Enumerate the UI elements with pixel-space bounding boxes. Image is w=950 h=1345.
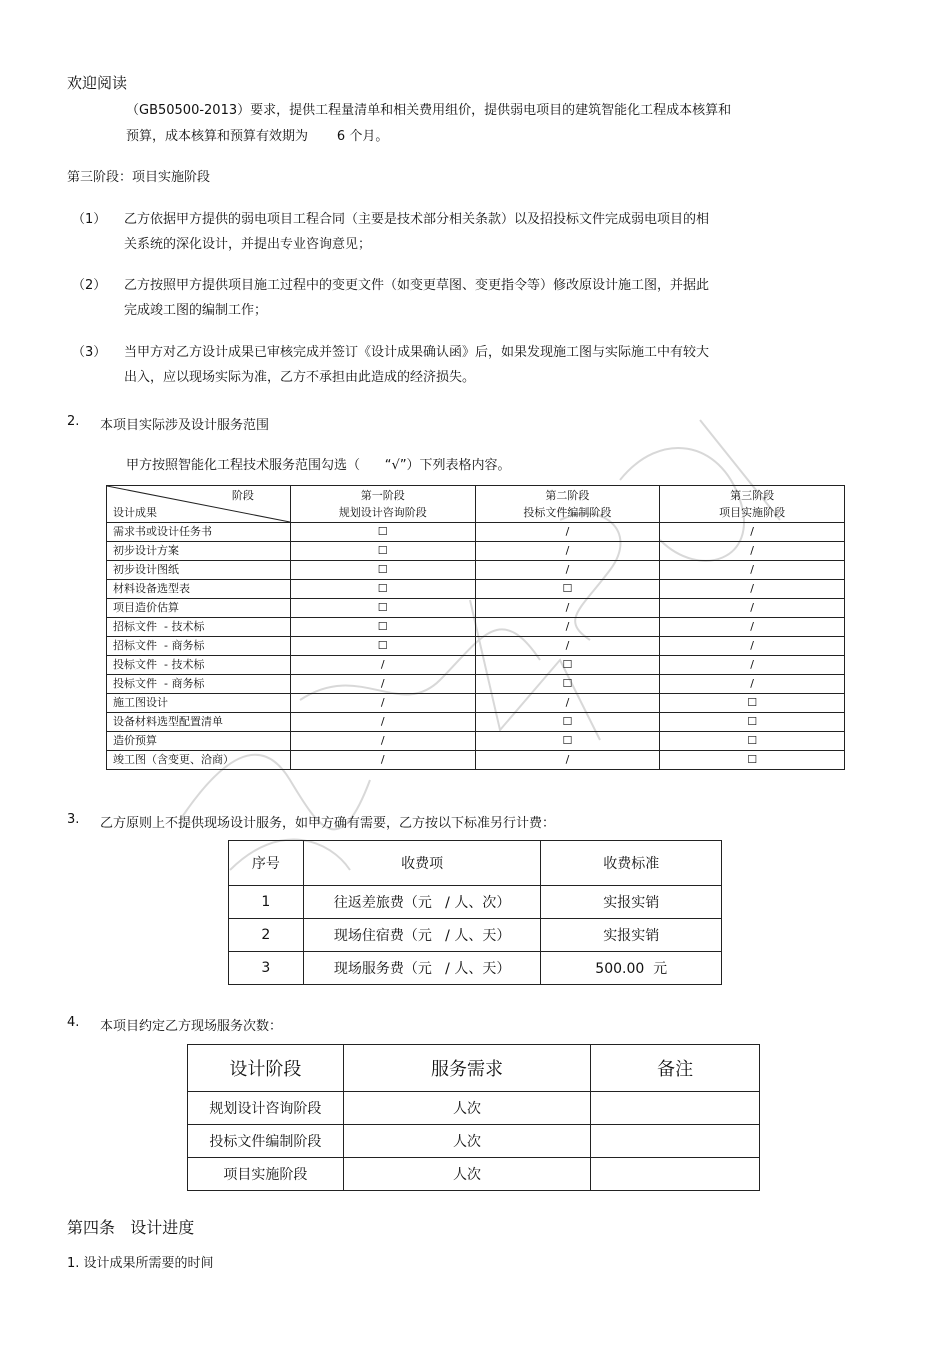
- svc-cell: [591, 1158, 760, 1191]
- fee-header-item: 收费项: [303, 841, 541, 886]
- scope-not-applicable: /: [475, 618, 660, 637]
- svc-header-stage: 设计阶段: [188, 1045, 344, 1092]
- scope-not-applicable: /: [660, 523, 845, 542]
- svc-cell: 投标文件编制阶段: [188, 1125, 344, 1158]
- section2-title: 本项目实际涉及设计服务范围: [100, 418, 270, 433]
- svc-cell: 规划设计咨询阶段: [188, 1092, 344, 1125]
- svc-header-row: [188, 1045, 760, 1092]
- scope-checkbox[interactable]: ☐: [475, 580, 660, 599]
- scope-checkbox[interactable]: ☐: [290, 637, 475, 656]
- scope-not-applicable: /: [660, 599, 845, 618]
- fee-header-index: 序号: [229, 841, 304, 886]
- scope-checkbox[interactable]: ☐: [660, 713, 845, 732]
- stage3-item-3-line1: 当甲方对乙方设计成果已审核完成并签订《设计成果确认函》后，如果发现施工图与实际施工中有较大: [124, 345, 710, 360]
- stage3-item-2-line2: 完成竣工图的编制工作；: [124, 303, 268, 318]
- fee-table: [228, 840, 722, 985]
- table-row: [107, 694, 845, 713]
- table-row: [107, 713, 845, 732]
- scope-not-applicable: /: [290, 751, 475, 770]
- intro-line-1: （GB50500-2013）要求，提供工程量清单和相关费用组价，提供弱电项目的建筑智能化工程成本核算和: [126, 103, 732, 118]
- table-row: [107, 732, 845, 751]
- article4-title: 第四条 设计进度: [67, 1218, 195, 1237]
- svc-header-demand: 服务需求: [343, 1045, 591, 1092]
- scope-checkbox[interactable]: ☐: [475, 656, 660, 675]
- scope-not-applicable: /: [290, 675, 475, 694]
- fee-cell: 现场服务费（元 / 人、天）: [303, 952, 541, 985]
- stage-2-header: 第二阶段 投标文件编制阶段: [475, 486, 660, 523]
- table-row: [229, 919, 722, 952]
- deliverable-name: 初步设计图纸: [107, 561, 291, 580]
- section3-number: 3.: [67, 812, 80, 827]
- stage-3-header: 第三阶段 项目实施阶段: [660, 486, 845, 523]
- table-row: [107, 675, 845, 694]
- scope-checkbox[interactable]: ☐: [660, 751, 845, 770]
- scope-not-applicable: /: [660, 675, 845, 694]
- scope-not-applicable: /: [660, 580, 845, 599]
- scope-checkbox[interactable]: ☐: [290, 561, 475, 580]
- scope-not-applicable: /: [290, 713, 475, 732]
- section4-number: 4.: [67, 1015, 80, 1030]
- table-row: [229, 886, 722, 919]
- fee-header-standard: 收费标准: [541, 841, 722, 886]
- deliverable-name: 竣工图（含变更、洽商）: [107, 751, 291, 770]
- section3-title: 乙方原则上不提供现场设计服务，如甲方确有需要，乙方按以下标准另行计费：: [100, 816, 556, 831]
- scope-not-applicable: /: [475, 694, 660, 713]
- scope-checkbox[interactable]: ☐: [475, 713, 660, 732]
- table-row: [107, 580, 845, 599]
- scope-header-row: [107, 486, 845, 523]
- deliverable-name: 项目造价估算: [107, 599, 291, 618]
- fee-cell: 3: [229, 952, 304, 985]
- svc-cell: [591, 1092, 760, 1125]
- table-row: [107, 751, 845, 770]
- fee-cell: 往返差旅费（元 / 人、次）: [303, 886, 541, 919]
- table-row: [188, 1092, 760, 1125]
- deliverable-name: 投标文件 - 技术标: [107, 656, 291, 675]
- scope-checkbox[interactable]: ☐: [290, 580, 475, 599]
- fee-cell: 1: [229, 886, 304, 919]
- table-row: [107, 542, 845, 561]
- deliverable-name: 招标文件 - 技术标: [107, 618, 291, 637]
- table-row: [107, 523, 845, 542]
- fee-header-row: [229, 841, 722, 886]
- fee-cell: 2: [229, 919, 304, 952]
- stage3-item-1-line2: 关系统的深化设计，并提出专业咨询意见；: [124, 237, 372, 252]
- deliverable-name: 施工图设计: [107, 694, 291, 713]
- stage3-item-3-line2: 出入，应以现场实际为准，乙方不承担由此造成的经济损失。: [124, 370, 476, 385]
- section2-description: 甲方按照智能化工程技术服务范围勾选（ “√”）下列表格内容。: [126, 458, 511, 473]
- deliverable-name: 投标文件 - 商务标: [107, 675, 291, 694]
- scope-checkbox[interactable]: ☐: [290, 599, 475, 618]
- deliverable-name: 材料设备选型表: [107, 580, 291, 599]
- scope-checkbox[interactable]: ☐: [660, 732, 845, 751]
- svc-cell: 人次: [343, 1125, 591, 1158]
- scope-not-applicable: /: [660, 656, 845, 675]
- svc-cell: 人次: [343, 1158, 591, 1191]
- fee-cell: 现场住宿费（元 / 人、天）: [303, 919, 541, 952]
- scope-checkbox[interactable]: ☐: [290, 523, 475, 542]
- deliverable-name: 需求书或设计任务书: [107, 523, 291, 542]
- scope-not-applicable: /: [475, 542, 660, 561]
- fee-cell: 500.00 元: [541, 952, 722, 985]
- svc-cell: 项目实施阶段: [188, 1158, 344, 1191]
- scope-checkbox[interactable]: ☐: [475, 675, 660, 694]
- stage3-item-3-num: （3）: [72, 345, 107, 360]
- deliverable-name: 初步设计方案: [107, 542, 291, 561]
- deliverable-name: 设备材料选型配置清单: [107, 713, 291, 732]
- scope-checkbox[interactable]: ☐: [660, 694, 845, 713]
- scope-not-applicable: /: [660, 561, 845, 580]
- table-row: [188, 1125, 760, 1158]
- scope-not-applicable: /: [660, 637, 845, 656]
- design-scope-table: [106, 485, 845, 770]
- table-row: [107, 561, 845, 580]
- scope-not-applicable: /: [660, 618, 845, 637]
- corner-stage-label: 阶段: [231, 489, 254, 502]
- article4-item-1: 1. 设计成果所需要的时间: [67, 1256, 214, 1271]
- scope-not-applicable: /: [660, 542, 845, 561]
- table-row: [107, 599, 845, 618]
- table-row: [107, 618, 845, 637]
- scope-checkbox[interactable]: ☐: [290, 618, 475, 637]
- deliverable-name: 造价预算: [107, 732, 291, 751]
- stage3-item-1-line1: 乙方依据甲方提供的弱电项目工程合同（主要是技术部分相关条款）以及招投标文件完成弱电项目的相: [124, 212, 710, 227]
- scope-checkbox[interactable]: ☐: [290, 542, 475, 561]
- stage-1-header: 第一阶段 规划设计咨询阶段: [290, 486, 475, 523]
- stage3-item-1-num: （1）: [72, 212, 107, 227]
- svc-cell: [591, 1125, 760, 1158]
- svc-cell: 人次: [343, 1092, 591, 1125]
- welcome-heading: 欢迎阅读: [67, 74, 128, 92]
- scope-not-applicable: /: [475, 561, 660, 580]
- scope-not-applicable: /: [290, 694, 475, 713]
- fee-cell: 实报实销: [541, 919, 722, 952]
- scope-corner-cell: [107, 486, 291, 523]
- fee-cell: 实报实销: [541, 886, 722, 919]
- onsite-service-table: [187, 1044, 760, 1191]
- table-row: [188, 1158, 760, 1191]
- scope-not-applicable: /: [290, 732, 475, 751]
- table-row: [229, 952, 722, 985]
- section4-title: 本项目约定乙方现场服务次数：: [100, 1019, 283, 1034]
- section2-number: 2.: [67, 414, 80, 429]
- stage3-item-2-line1: 乙方按照甲方提供项目施工过程中的变更文件（如变更草图、变更指令等）修改原设计施工图，并据此: [124, 278, 710, 293]
- scope-checkbox[interactable]: ☐: [475, 732, 660, 751]
- stage3-item-2-num: （2）: [72, 278, 107, 293]
- scope-not-applicable: /: [475, 751, 660, 770]
- scope-not-applicable: /: [290, 656, 475, 675]
- scope-not-applicable: /: [475, 637, 660, 656]
- scope-not-applicable: /: [475, 599, 660, 618]
- stage3-title: 第三阶段：项目实施阶段: [67, 170, 211, 185]
- svc-header-remark: 备注: [591, 1045, 760, 1092]
- corner-result-label: 设计成果: [113, 506, 157, 519]
- table-row: [107, 637, 845, 656]
- intro-line-2: 预算，成本核算和预算有效期为 6 个月。: [126, 129, 389, 144]
- deliverable-name: 招标文件 - 商务标: [107, 637, 291, 656]
- table-row: [107, 656, 845, 675]
- scope-not-applicable: /: [475, 523, 660, 542]
